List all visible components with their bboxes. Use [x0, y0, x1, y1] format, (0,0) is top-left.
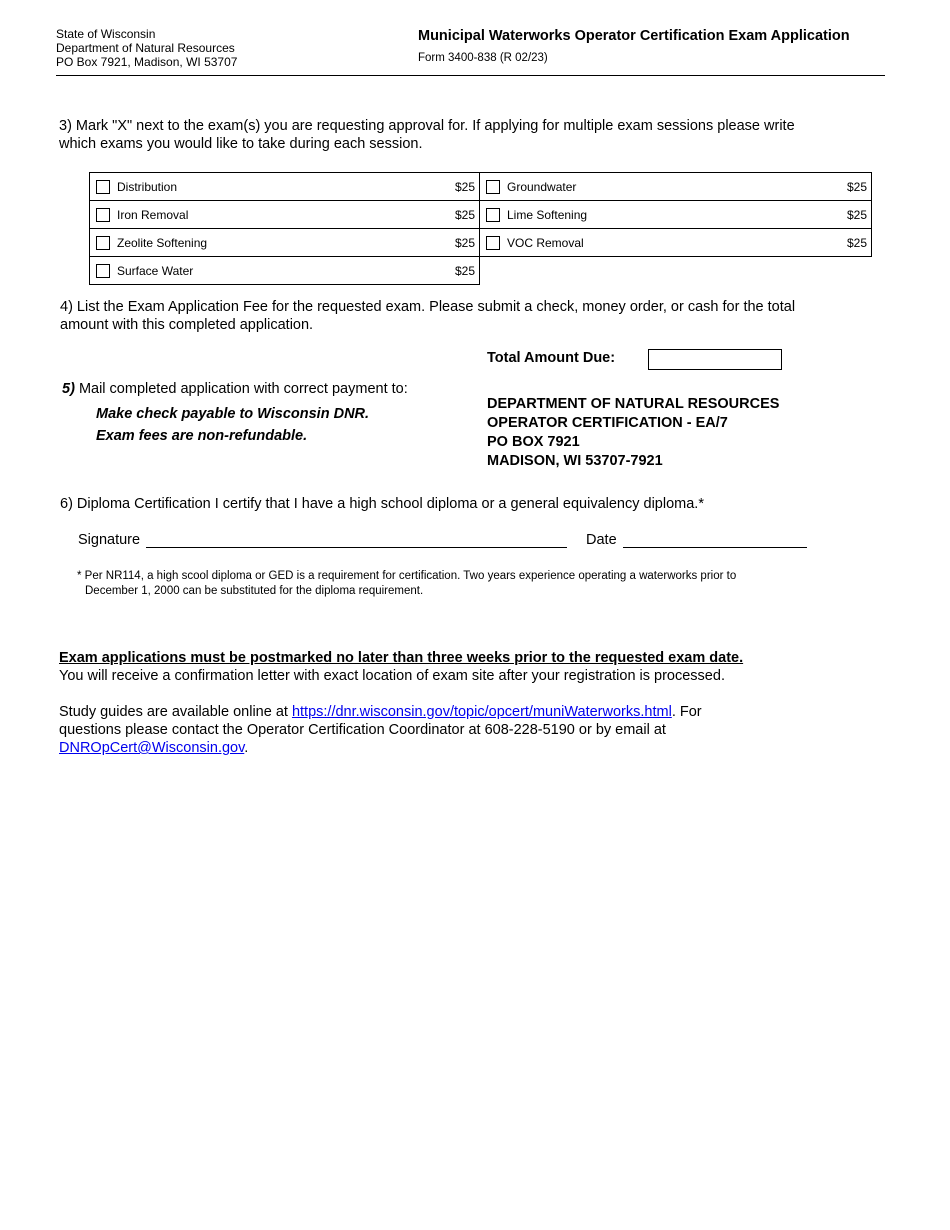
agency-department: Department of Natural Resources	[56, 41, 235, 55]
header-divider	[56, 75, 885, 76]
study-guides-link[interactable]: https://dnr.wisconsin.gov/topic/opcert/muniWaterworks.html	[291, 704, 672, 720]
study-guides-line	[59, 703, 743, 721]
section5-text: Mail completed application with correct payment to:	[78, 381, 408, 397]
exam-row-lime-softening	[479, 200, 872, 229]
agency-block	[56, 27, 237, 69]
exam-fee: $25	[846, 180, 867, 194]
exam-row-surface-water	[89, 256, 480, 285]
exam-name: Zeolite Softening	[117, 236, 208, 250]
iron-removal-checkbox[interactable]	[96, 208, 110, 222]
email-link[interactable]: DNROpCert@Wisconsin.gov	[59, 740, 245, 756]
exam-row-groundwater	[479, 172, 872, 201]
exam-fee: $25	[454, 264, 475, 278]
postmark-deadline: Exam applications must be postmarked no later than three weeks prior to the requested exam date.	[59, 650, 744, 666]
date-label: Date	[586, 532, 617, 548]
form-number: Form 3400-838 (R 02/23)	[418, 52, 548, 64]
exam-name: Lime Softening	[507, 208, 588, 222]
study-guides-text: Study guides are available online at	[59, 704, 292, 720]
address-line: OPERATOR CERTIFICATION - EA/7	[487, 415, 728, 431]
section4-line1: 4) List the Exam Application Fee for the requested exam. Please submit a check, money order, or cash for the total	[60, 299, 796, 315]
exam-row-voc-removal	[479, 228, 872, 257]
section5-instructions	[62, 380, 408, 398]
payable-note: Make check payable to Wisconsin DNR.	[96, 406, 370, 422]
email-suffix: .	[244, 740, 249, 756]
distribution-checkbox[interactable]	[96, 180, 110, 194]
diploma-footnote	[77, 569, 736, 599]
payment-notes	[96, 403, 369, 447]
lime-softening-checkbox[interactable]	[486, 208, 500, 222]
section3-instructions	[59, 117, 795, 153]
address-line: MADISON, WI 53707-7921	[487, 453, 663, 469]
exam-name: Distribution	[117, 180, 178, 194]
date-line[interactable]	[623, 547, 807, 548]
email-line	[59, 739, 743, 757]
exam-row-distribution	[89, 172, 480, 201]
section5-number: 5)	[62, 381, 75, 397]
exam-row-zeolite-softening	[89, 228, 480, 257]
notice-block	[59, 649, 743, 757]
signature-label: Signature	[78, 532, 141, 548]
diploma-certification: 6) Diploma Certification I certify that I have a high school diploma or a general equivalency diploma.*	[60, 496, 704, 512]
exam-name: Iron Removal	[117, 208, 189, 222]
section4-instructions	[60, 298, 795, 334]
study-guides-suffix: . For	[671, 704, 702, 720]
agency-state: State of Wisconsin	[56, 27, 156, 41]
contact-line: questions please contact the Operator Certification Coordinator at 608-228-5190 or by email at	[59, 722, 666, 738]
confirmation-note: You will receive a confirmation letter with exact location of exam site after your registration is processed.	[59, 668, 725, 684]
surface-water-checkbox[interactable]	[96, 264, 110, 278]
address-line: DEPARTMENT OF NATURAL RESOURCES	[487, 396, 780, 412]
voc-removal-checkbox[interactable]	[486, 236, 500, 250]
exam-name: Groundwater	[507, 180, 577, 194]
agency-address: PO Box 7921, Madison, WI 53707	[56, 55, 238, 69]
footnote-line2: December 1, 2000 can be substituted for the diploma requirement.	[85, 585, 424, 597]
address-line: PO BOX 7921	[487, 434, 580, 450]
exam-fee: $25	[454, 208, 475, 222]
mailing-address	[487, 395, 779, 471]
section3-line2: which exams you would like to take during each session.	[59, 136, 423, 152]
total-amount-label: Total Amount Due:	[487, 350, 616, 366]
exam-fee: $25	[454, 236, 475, 250]
exam-name: Surface Water	[117, 264, 194, 278]
footnote-line1: * Per NR114, a high scool diploma or GED is a requirement for certification. Two years experience operating a waterworks prior to	[77, 570, 737, 582]
exam-fee: $25	[846, 208, 867, 222]
exam-name: VOC Removal	[507, 236, 584, 250]
nonrefundable-note: Exam fees are non-refundable.	[96, 428, 308, 444]
zeolite-softening-checkbox[interactable]	[96, 236, 110, 250]
exam-row-iron-removal	[89, 200, 480, 229]
section3-line1: 3) Mark "X" next to the exam(s) you are requesting approval for. If applying for multiple exam sessions please write	[59, 118, 795, 134]
exam-fee: $25	[454, 180, 475, 194]
groundwater-checkbox[interactable]	[486, 180, 500, 194]
section4-line2: amount with this completed application.	[60, 317, 314, 333]
form-title: Municipal Waterworks Operator Certification Exam Application	[418, 28, 850, 44]
exam-fee: $25	[846, 236, 867, 250]
total-amount-field[interactable]	[648, 349, 782, 370]
signature-line[interactable]	[146, 547, 567, 548]
